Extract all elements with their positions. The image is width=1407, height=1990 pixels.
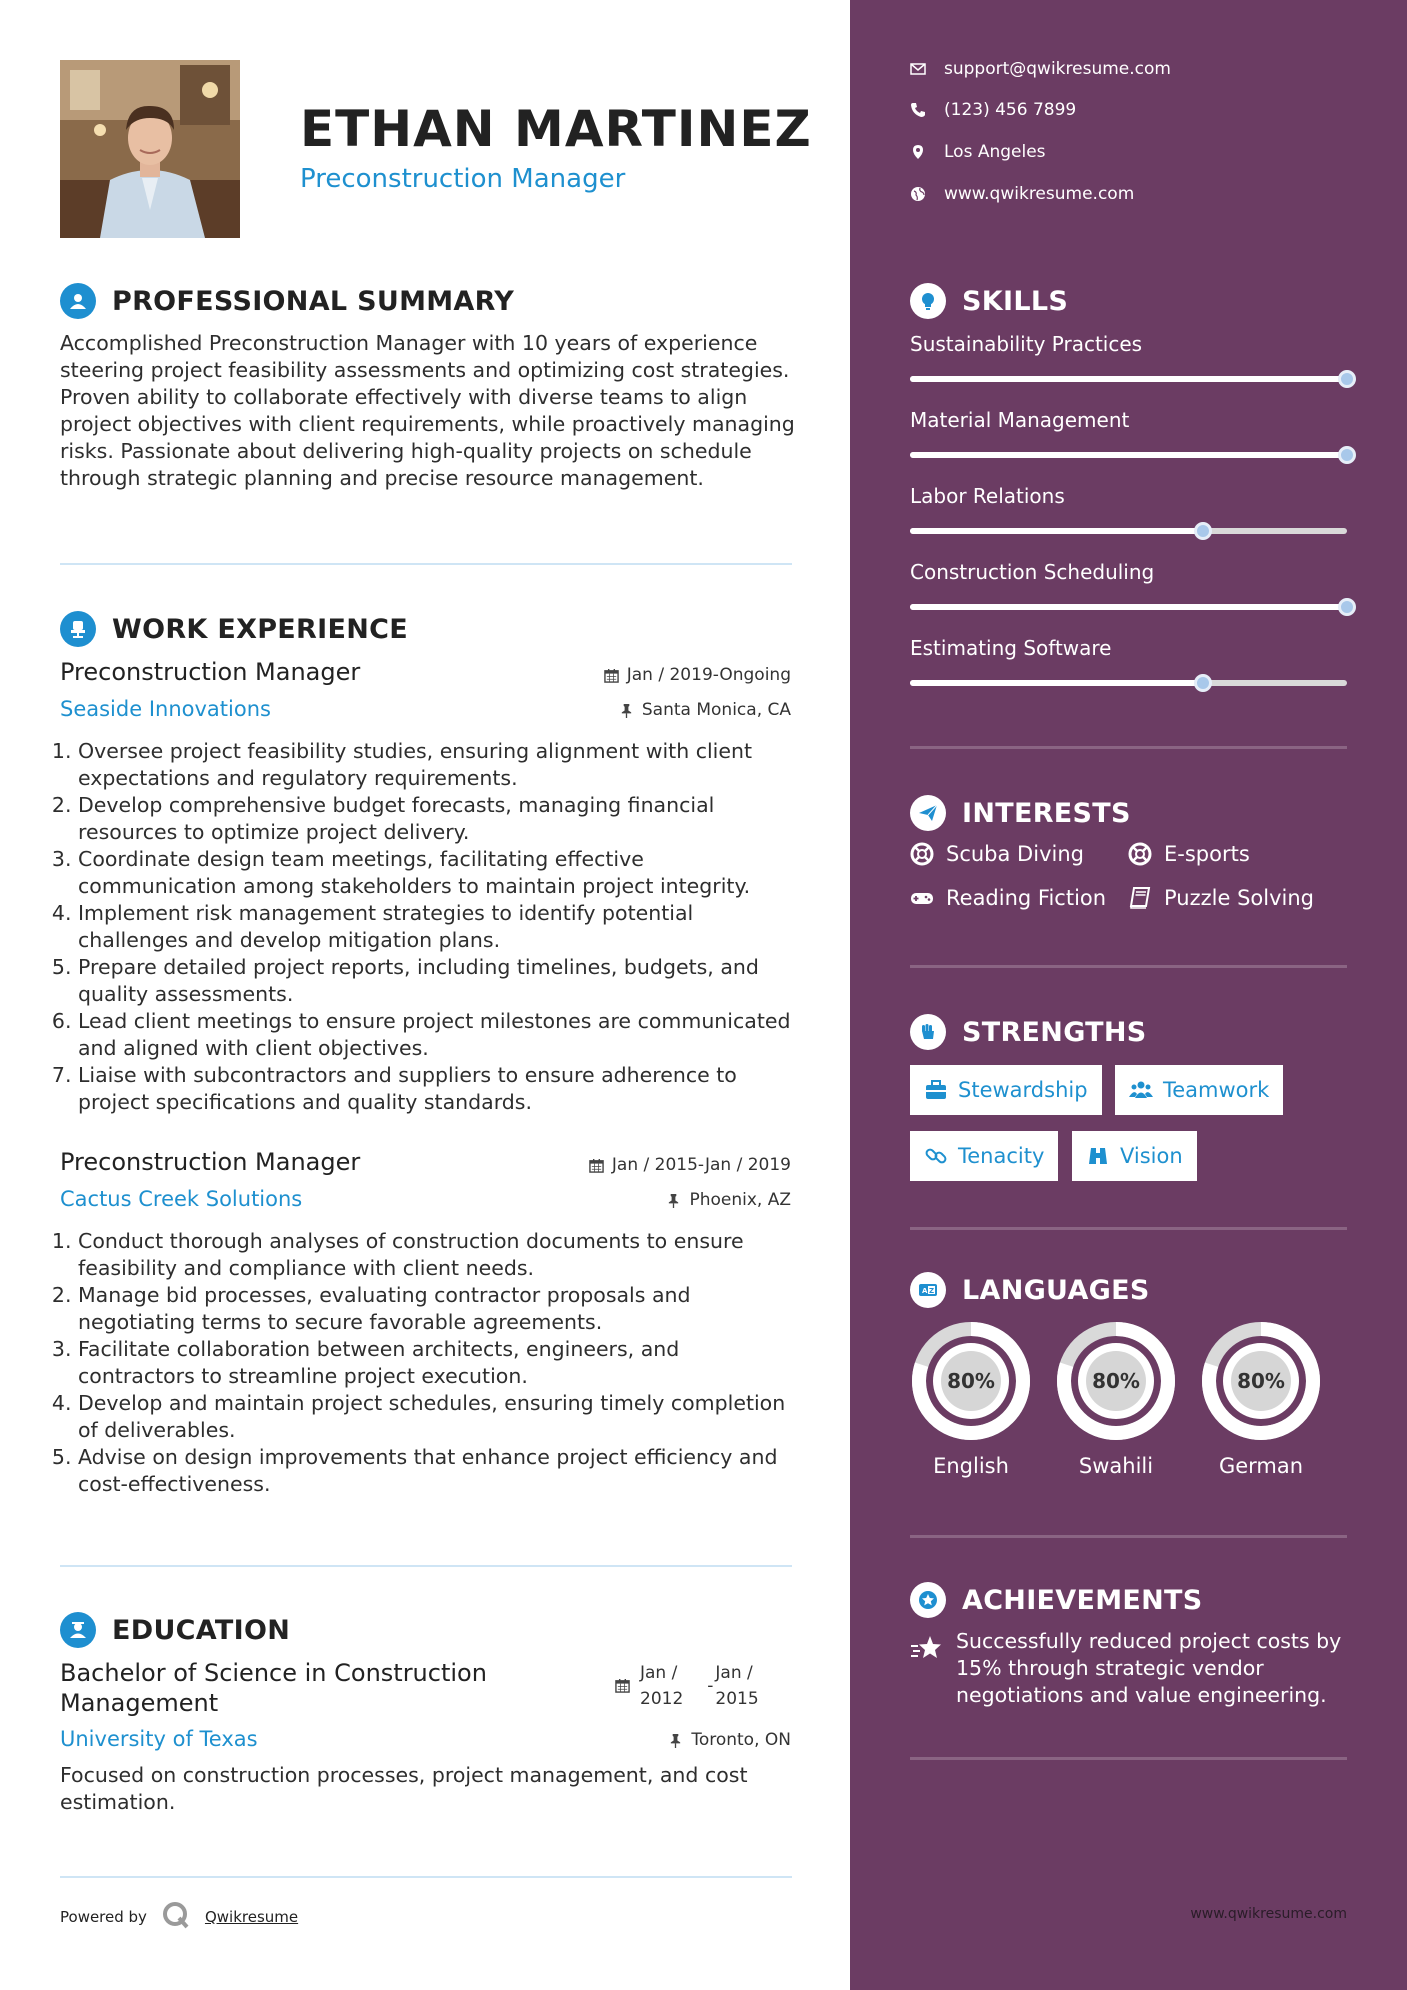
job-dates [589, 1155, 791, 1175]
lifebuoy-icon [1128, 842, 1152, 866]
interest-label: Reading Fiction [946, 886, 1107, 910]
list-item: 1. Oversee project feasibility studies, ensuring alignment with client expectations and regulatory requirements. [78, 738, 800, 792]
language-name: Swahili [1078, 1454, 1154, 1478]
job-location [619, 700, 791, 720]
job-dates-text: Jan / 2015-Jan / 2019 [611, 1155, 791, 1175]
strength-label: Tenacity [958, 1144, 1045, 1168]
strength-tag [1115, 1065, 1283, 1115]
skill-bar-fill [910, 680, 1203, 686]
list-item: 4. Develop and maintain project schedules, ensuring timely completion of deliverables. [78, 1390, 800, 1444]
strengths-heading [910, 1014, 1147, 1050]
language-percent: 80% [1092, 1369, 1140, 1393]
job-location [666, 1190, 791, 1210]
skill-name: Material Management [910, 408, 1130, 432]
experience-heading [60, 611, 408, 647]
divider [60, 563, 792, 565]
list-item: 4. Implement risk management strategies to identify potential challenges and develop mitigation plans. [78, 900, 800, 954]
language-ring [1200, 1320, 1322, 1442]
language-ring [1055, 1320, 1177, 1442]
contact-location-text: Los Angeles [944, 142, 1046, 162]
interests-heading [910, 795, 1131, 831]
languages-heading [910, 1272, 1150, 1308]
summary-text: Accomplished Preconstruction Manager with 10 years of experience steering project feasibility assessments and optimizing cost strategies. Proven ability to collaborate effectively with diverse teams to align project objectives with client requirements, while proactively managing risks. Passionate about delivering high-quality projects on schedule through strategic planning and precise resource management. [60, 331, 795, 490]
lifebuoy-icon [910, 842, 934, 866]
languages-title: LANGUAGES [962, 1274, 1150, 1306]
list-item: 3. Facilitate collaboration between architects, engineers, and contractors to streamline project execution. [78, 1336, 800, 1390]
summary-title: PROFESSIONAL SUMMARY [112, 285, 515, 317]
qwikresume-link[interactable]: Qwikresume [204, 1908, 299, 1926]
skill-bar [910, 680, 1347, 686]
list-item: 6. Lead client meetings to ensure project milestones are communicated and aligned with client objectives. [78, 1008, 800, 1062]
language-name: English [933, 1454, 1009, 1478]
achievement-text: Successfully reduced project costs by 15% through strategic vendor negotiations and value engineering. [956, 1629, 1342, 1707]
calendar-icon [615, 1678, 630, 1693]
powered-by [60, 1900, 298, 1934]
list-item: 2. Develop comprehensive budget forecasts, managing financial resources to optimize project delivery. [78, 792, 800, 846]
binoculars-icon [1086, 1144, 1110, 1168]
strength-tag [910, 1131, 1058, 1181]
language-item [910, 1320, 1032, 1478]
contact-email [910, 59, 1171, 79]
strength-label: Vision [1120, 1144, 1183, 1168]
chair-icon [60, 611, 96, 647]
experience-title: WORK EXPERIENCE [112, 613, 408, 645]
fist-icon [910, 1014, 946, 1050]
star-badge-icon [910, 1582, 946, 1618]
degree-title: Bachelor of Science in Construction Management [60, 1659, 487, 1717]
contact-phone-text: (123) 456 7899 [944, 100, 1077, 120]
language-name: German [1218, 1454, 1304, 1478]
language-item [1200, 1320, 1322, 1478]
skill-bar [910, 376, 1347, 382]
contact-website [910, 184, 1134, 204]
strength-label: Stewardship [958, 1078, 1088, 1102]
school-name: University of Texas [60, 1727, 258, 1751]
divider [60, 1876, 792, 1878]
list-item: 1. Conduct thorough analyses of construction documents to ensure feasibility and compliance with client needs. [78, 1228, 800, 1282]
strengths-title: STRENGTHS [962, 1016, 1147, 1048]
edu-start-year: 2012 [640, 1689, 684, 1709]
interest-item [910, 842, 1084, 866]
divider [910, 965, 1347, 968]
qwikresume-logo-icon [161, 1900, 191, 1934]
job-dates-text: Jan / 2019-Ongoing [626, 665, 791, 685]
job-title: Preconstruction Manager [60, 658, 361, 686]
skill-bar-fill [910, 452, 1347, 458]
pin-icon [619, 703, 634, 718]
strength-label: Teamwork [1163, 1078, 1270, 1102]
job-company: Cactus Creek Solutions [60, 1187, 303, 1211]
interest-item [910, 886, 1106, 910]
divider [910, 1227, 1347, 1230]
achievements-title: ACHIEVEMENTS [962, 1584, 1203, 1616]
divider [60, 1565, 792, 1567]
skill-bar [910, 604, 1347, 610]
candidate-name: ETHAN MARTINEZ [300, 100, 812, 158]
skill-bar-knob [1194, 522, 1212, 540]
candidate-role: Preconstruction Manager [300, 164, 626, 194]
job-location-text: Phoenix, AZ [689, 1190, 791, 1210]
education-dates [615, 1660, 759, 1712]
globe-icon [910, 186, 926, 202]
link-icon [924, 1144, 948, 1168]
skill-name: Labor Relations [910, 484, 1065, 508]
skill-bar-knob [1338, 370, 1356, 388]
divider [910, 1535, 1347, 1538]
interest-label: E-sports [1164, 842, 1250, 866]
interest-item [1128, 886, 1314, 910]
strength-tag [910, 1065, 1102, 1115]
pin-icon [666, 1193, 681, 1208]
skill-bar-knob [1338, 598, 1356, 616]
paper-plane-icon [910, 795, 946, 831]
skill-bar-fill [910, 604, 1347, 610]
interests-title: INTERESTS [962, 797, 1131, 829]
language-percent: 80% [1237, 1369, 1285, 1393]
summary-heading [60, 283, 514, 319]
briefcase-icon [924, 1078, 948, 1102]
user-icon [60, 283, 96, 319]
contact-phone [910, 100, 1076, 120]
edu-start-month: Jan / [640, 1663, 678, 1683]
achievement-item [910, 1628, 1356, 1709]
calendar-icon [604, 668, 619, 683]
skill-bar-fill [910, 376, 1347, 382]
gamepad-icon [910, 886, 934, 910]
svg-text:Z: Z [929, 1287, 935, 1295]
education-title: EDUCATION [112, 1614, 291, 1646]
contact-email-text[interactable]: support@qwikresume.com [944, 59, 1171, 79]
list-item: 5. Advise on design improvements that enhance project efficiency and cost-effectiveness. [78, 1444, 800, 1498]
translate-icon [910, 1272, 946, 1308]
list-item: 5. Prepare detailed project reports, including timelines, budgets, and quality assessments. [78, 954, 800, 1008]
education-location-text: Toronto, ON [691, 1730, 791, 1750]
pin-icon [668, 1733, 683, 1748]
job-company: Seaside Innovations [60, 697, 271, 721]
skill-name: Sustainability Practices [910, 332, 1143, 356]
sidebar [850, 0, 1407, 1990]
divider [910, 1757, 1347, 1760]
skills-title: SKILLS [962, 285, 1069, 317]
skill-bar-fill [910, 528, 1203, 534]
job-bullets [60, 738, 800, 1116]
job-title: Preconstruction Manager [60, 1148, 361, 1176]
contact-website-text[interactable]: www.qwikresume.com [944, 184, 1135, 204]
education-heading [60, 1612, 290, 1648]
interest-item [1128, 842, 1250, 866]
book-icon [1128, 886, 1152, 910]
strength-tag [1072, 1131, 1197, 1181]
graduate-icon [60, 1612, 96, 1648]
language-ring [910, 1320, 1032, 1442]
job-dates [604, 665, 791, 685]
list-item: 3. Coordinate design team meetings, facilitating effective communication among stakeholders to maintain project integrity. [78, 846, 800, 900]
powered-by-label: Powered by [60, 1908, 147, 1926]
footer-website[interactable]: www.qwikresume.com [1190, 1906, 1347, 1922]
shooting-star-icon [910, 1632, 942, 1664]
skill-name: Estimating Software [910, 636, 1112, 660]
skill-bar [910, 452, 1347, 458]
profile-photo [60, 60, 240, 238]
contact-location [910, 142, 1046, 162]
envelope-icon [910, 61, 926, 77]
skill-bar-knob [1194, 674, 1212, 692]
job-bullets [60, 1228, 800, 1498]
lightbulb-icon [910, 283, 946, 319]
edu-date-separator: - [707, 1676, 714, 1696]
calendar-icon [589, 1158, 604, 1173]
edu-end-year: 2015 [715, 1689, 759, 1709]
language-item [1055, 1320, 1177, 1478]
svg-text:A: A [922, 1287, 928, 1295]
edu-end-month: Jan / [715, 1663, 753, 1683]
education-location [668, 1730, 791, 1750]
language-percent: 80% [947, 1369, 995, 1393]
interest-label: Scuba Diving [946, 842, 1084, 866]
divider [910, 746, 1347, 749]
skill-name: Construction Scheduling [910, 560, 1155, 584]
map-marker-icon [910, 144, 926, 160]
skill-bar [910, 528, 1347, 534]
job-location-text: Santa Monica, CA [641, 700, 791, 720]
users-icon [1129, 1078, 1153, 1102]
phone-icon [910, 102, 926, 118]
achievements-heading [910, 1582, 1203, 1618]
education-description: Focused on construction processes, project management, and cost estimation. [60, 1763, 748, 1814]
list-item: 7. Liaise with subcontractors and suppliers to ensure adherence to project specifications and quality standards. [78, 1062, 800, 1116]
interest-label: Puzzle Solving [1164, 886, 1314, 910]
list-item: 2. Manage bid processes, evaluating contractor proposals and negotiating terms to secure favorable agreements. [78, 1282, 800, 1336]
skills-heading [910, 283, 1068, 319]
skill-bar-knob [1338, 446, 1356, 464]
